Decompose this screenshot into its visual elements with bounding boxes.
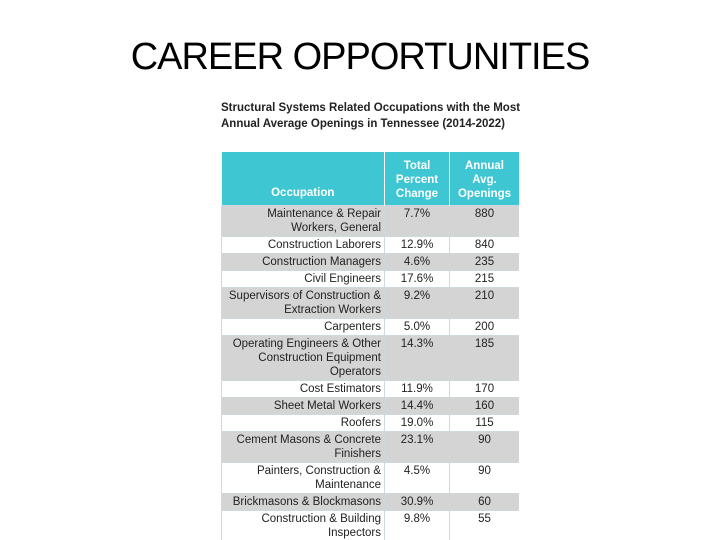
cell-openings: 115	[450, 415, 520, 432]
occupations-table-container	[221, 152, 519, 540]
cell-occupation: Civil Engineers	[222, 271, 385, 288]
table-caption-line-2: Annual Average Openings in Tennessee (2014-2022)	[221, 118, 505, 130]
table-row	[222, 237, 520, 254]
cell-openings: 210	[450, 288, 520, 319]
table-row	[222, 398, 520, 415]
cell-occupation: Roofers	[222, 415, 385, 432]
cell-openings: 60	[450, 494, 520, 511]
table-row	[222, 271, 520, 288]
cell-occupation: Construction & Building Inspectors	[222, 511, 385, 540]
cell-openings: 200	[450, 319, 520, 336]
cell-percent-change: 17.6%	[385, 271, 450, 288]
table-row	[222, 432, 520, 463]
cell-percent-change: 14.4%	[385, 398, 450, 415]
cell-percent-change: 11.9%	[385, 381, 450, 398]
table-row	[222, 206, 520, 237]
cell-openings: 235	[450, 254, 520, 271]
table-row	[222, 254, 520, 271]
cell-occupation: Operating Engineers & Other Construction Equipment Operators	[222, 336, 385, 381]
cell-occupation: Cost Estimators	[222, 381, 385, 398]
cell-openings: 880	[450, 206, 520, 237]
cell-openings: 160	[450, 398, 520, 415]
table-caption	[221, 100, 541, 132]
cell-percent-change: 12.9%	[385, 237, 450, 254]
cell-openings: 90	[450, 432, 520, 463]
header-occupation	[222, 152, 385, 206]
table-row	[222, 381, 520, 398]
cell-percent-change: 23.1%	[385, 432, 450, 463]
cell-percent-change: 5.0%	[385, 319, 450, 336]
table-row	[222, 415, 520, 432]
header-percent-change	[385, 152, 450, 206]
cell-openings: 90	[450, 463, 520, 494]
cell-percent-change: 4.5%	[385, 463, 450, 494]
table-row	[222, 288, 520, 319]
table-row	[222, 336, 520, 381]
table-header-row	[222, 152, 520, 206]
cell-openings: 185	[450, 336, 520, 381]
cell-occupation: Construction Laborers	[222, 237, 385, 254]
cell-occupation: Construction Managers	[222, 254, 385, 271]
page-title: CAREER OPPORTUNITIES	[130, 36, 590, 78]
cell-occupation: Carpenters	[222, 319, 385, 336]
cell-percent-change: 19.0%	[385, 415, 450, 432]
cell-openings: 170	[450, 381, 520, 398]
table-caption-line-1: Structural Systems Related Occupations with the Most	[221, 102, 521, 114]
table-row	[222, 494, 520, 511]
cell-occupation: Supervisors of Construction & Extraction Workers	[222, 288, 385, 319]
cell-occupation: Sheet Metal Workers	[222, 398, 385, 415]
header-annual-openings	[450, 152, 520, 206]
header-occupation-label: Occupation	[271, 187, 335, 199]
cell-occupation: Painters, Construction & Maintenance	[222, 463, 385, 494]
table-row	[222, 319, 520, 336]
header-openings-line-3: Openings	[457, 188, 512, 200]
cell-openings: 55	[450, 511, 520, 540]
header-openings-line-2: Avg.	[472, 174, 497, 186]
cell-openings: 215	[450, 271, 520, 288]
header-percent-line-3: Change	[395, 188, 439, 200]
cell-percent-change: 7.7%	[385, 206, 450, 237]
cell-occupation: Brickmasons & Blockmasons	[222, 494, 385, 511]
cell-percent-change: 30.9%	[385, 494, 450, 511]
header-openings-line-1: Annual	[465, 160, 504, 172]
cell-percent-change: 9.2%	[385, 288, 450, 319]
cell-percent-change: 9.8%	[385, 511, 450, 540]
cell-percent-change: 14.3%	[385, 336, 450, 381]
header-percent-line-1: Total	[403, 160, 431, 172]
cell-occupation: Cement Masons & Concrete Finishers	[222, 432, 385, 463]
occupations-table	[221, 152, 519, 540]
table-row	[222, 463, 520, 494]
cell-openings: 840	[450, 237, 520, 254]
cell-occupation: Maintenance & Repair Workers, General	[222, 206, 385, 237]
table-row	[222, 511, 520, 540]
header-percent-line-2: Percent	[395, 174, 439, 186]
cell-percent-change: 4.6%	[385, 254, 450, 271]
